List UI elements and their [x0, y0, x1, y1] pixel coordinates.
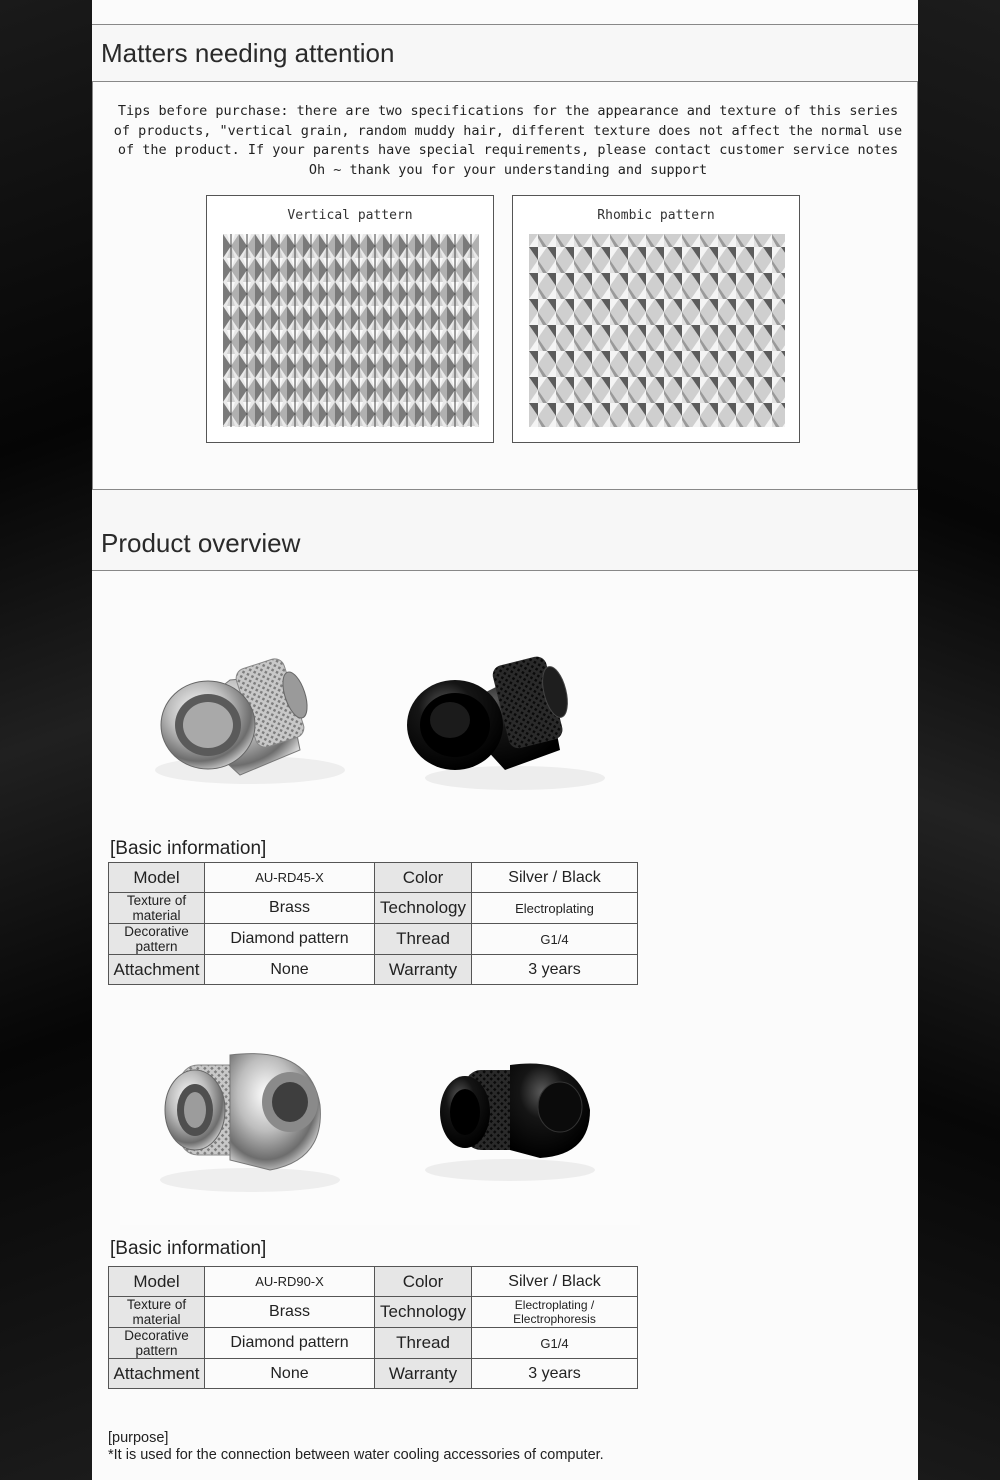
spec-value: Brass [205, 1297, 375, 1328]
spec-label: Decorative pattern [109, 1328, 205, 1359]
rd90-spec-table [108, 1266, 638, 1389]
spec-label: Thread [375, 1328, 472, 1359]
rd45-spec-table [108, 862, 638, 985]
table-row [109, 955, 638, 985]
table-row [109, 1359, 638, 1389]
spec-value: Brass [205, 893, 375, 924]
vertical-pattern-image [223, 234, 479, 427]
purpose-text: *It is used for the connection between water cooling accessories of computer. [108, 1447, 604, 1463]
attention-header [92, 24, 918, 82]
table-row [109, 1267, 638, 1297]
spec-value: 3 years [472, 1359, 638, 1389]
spec-value: Electroplating [472, 893, 638, 924]
spec-value: Diamond pattern [205, 1328, 375, 1359]
rd90-product-photo [120, 1010, 640, 1225]
background-left [0, 0, 92, 1480]
spec-label: Model [109, 1267, 205, 1297]
rd45-product-photo [120, 600, 650, 820]
spec-label: Technology [375, 1297, 472, 1328]
table-row [109, 893, 638, 924]
rd90-basic-info-label: [Basic information] [110, 1238, 267, 1259]
spec-label: Color [375, 1267, 472, 1297]
spec-value: AU-RD45-X [205, 863, 375, 893]
spec-value: G1/4 [472, 924, 638, 955]
spec-label: Attachment [109, 955, 205, 985]
spec-label: Model [109, 863, 205, 893]
background-right [908, 0, 1000, 1480]
table-row [109, 863, 638, 893]
spec-value: G1/4 [472, 1328, 638, 1359]
rhombic-pattern-caption: Rhombic pattern [597, 208, 715, 223]
purpose-block [108, 1430, 604, 1464]
spec-label: Texture of material [109, 1297, 205, 1328]
spec-value: Diamond pattern [205, 924, 375, 955]
spec-label: Color [375, 863, 472, 893]
spec-value: Silver / Black [472, 863, 638, 893]
table-row [109, 1328, 638, 1359]
rd45-basic-info-label: [Basic information] [110, 838, 267, 859]
vertical-pattern-caption: Vertical pattern [287, 208, 413, 223]
table-row [109, 924, 638, 955]
rhombic-pattern-card [512, 195, 800, 443]
spec-label: Thread [375, 924, 472, 955]
spec-label: Warranty [375, 955, 472, 985]
purchase-tips: Tips before purchase: there are two specifications for the appearance and texture of this series of products, "vertical grain, random muddy hair, different texture does not affect the normal use of the product. If your parents have special requirements, please contact customer service notes Oh ~ thank you for your understanding and support [113, 103, 903, 178]
spec-value: AU-RD90-X [205, 1267, 375, 1297]
spec-value: None [205, 1359, 375, 1389]
overview-title: Product overview [101, 528, 301, 558]
purpose-label: [purpose] [108, 1430, 169, 1446]
spec-label: Warranty [375, 1359, 472, 1389]
spec-label: Technology [375, 893, 472, 924]
attention-title: Matters needing attention [101, 38, 395, 68]
rhombic-pattern-image [529, 234, 785, 427]
spec-value: Electroplating / Electrophoresis [472, 1297, 638, 1328]
spec-value: None [205, 955, 375, 985]
spec-label: Attachment [109, 1359, 205, 1389]
overview-header [92, 489, 918, 571]
table-row [109, 1297, 638, 1328]
spec-value: Silver / Black [472, 1267, 638, 1297]
spec-label: Texture of material [109, 893, 205, 924]
spec-value: 3 years [472, 955, 638, 985]
spec-label: Decorative pattern [109, 924, 205, 955]
vertical-pattern-card [206, 195, 494, 443]
